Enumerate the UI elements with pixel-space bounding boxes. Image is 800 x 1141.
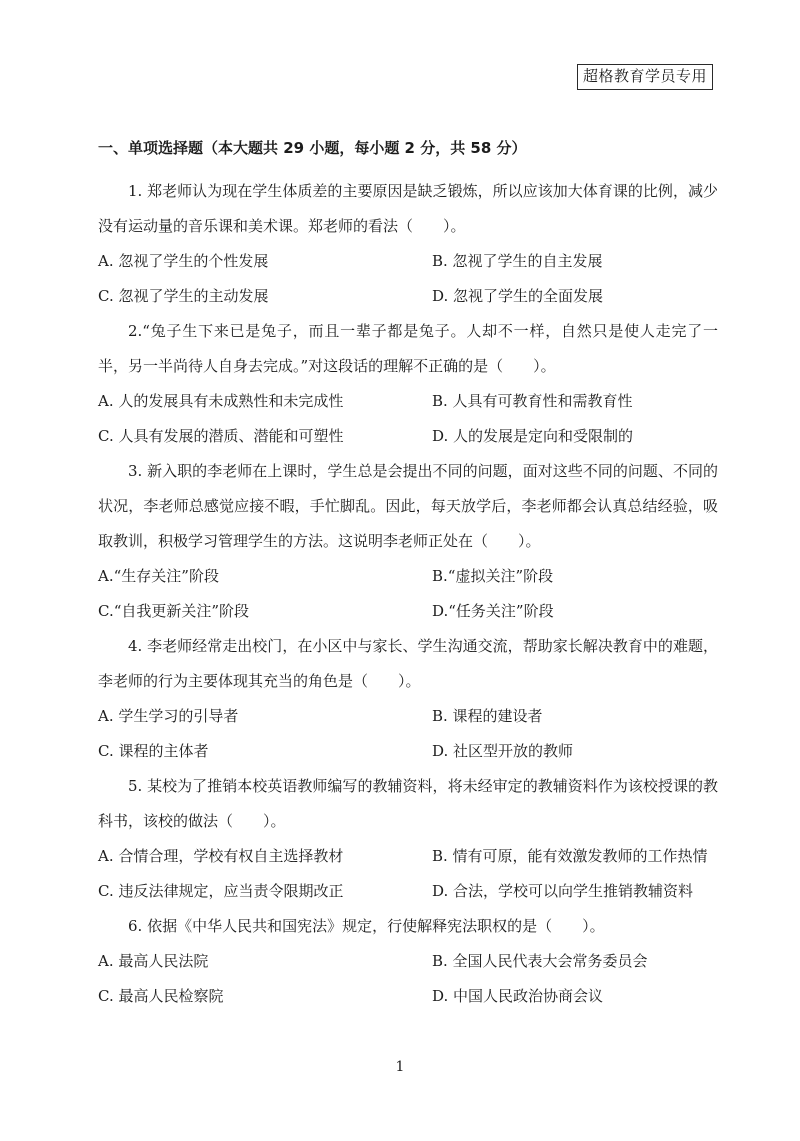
option-b: B. 人具有可教育性和需教育性	[432, 392, 633, 410]
options-grid	[98, 839, 718, 909]
section-title: 一、单项选择题（本大题共 29 小题，每小题 2 分，共 58 分）	[98, 139, 527, 157]
question-stem: 4. 李老师经常走出校门，在小区中与家长、学生沟通交流，帮助家长解决教育中的难题，李老师的行为主要体现其充当的角色是（ ）。	[98, 637, 718, 690]
option-b: B. 全国人民代表大会常务委员会	[432, 952, 648, 970]
question-1	[98, 174, 718, 314]
option-a: A.“生存关注”阶段	[98, 567, 219, 585]
option-c: C. 忽视了学生的主动发展	[98, 287, 269, 305]
option-a: A. 学生学习的引导者	[98, 707, 239, 725]
option-a: A. 人的发展具有未成熟性和未完成性	[98, 392, 344, 410]
question-stem: 3. 新入职的李老师在上课时，学生总是会提出不同的问题，面对这些不同的问题、不同的状况，李老师总感觉应接不暇，手忙脚乱。因此，每天放学后，李老师都会认真总结经验，吸取教训，积极学习管理学生的方法。这说明李老师正处在（ ）。	[98, 462, 718, 550]
options-grid	[98, 384, 718, 454]
option-c: C. 课程的主体者	[98, 742, 209, 760]
option-d: D. 中国人民政治协商会议	[432, 987, 604, 1005]
exam-content	[98, 128, 718, 1014]
options-grid	[98, 944, 718, 1014]
option-b: B. 情有可原，能有效激发教师的工作热情	[432, 847, 708, 865]
option-c: C. 违反法律规定，应当责令限期改正	[98, 882, 344, 900]
option-d: D. 忽视了学生的全面发展	[432, 287, 604, 305]
option-c: C.“自我更新关注”阶段	[98, 602, 250, 620]
option-a: A. 最高人民法院	[98, 952, 209, 970]
option-c: C. 人具有发展的潜质、潜能和可塑性	[98, 427, 344, 445]
option-b: B. 忽视了学生的自主发展	[432, 252, 603, 270]
question-3	[98, 454, 718, 629]
option-d: D. 人的发展是定向和受限制的	[432, 427, 634, 445]
option-b: B. 课程的建设者	[432, 707, 543, 725]
options-grid	[98, 559, 718, 629]
option-d: D. 合法，学校可以向学生推销教辅资料	[432, 882, 694, 900]
option-b: B.“虚拟关注”阶段	[432, 567, 554, 585]
question-2	[98, 314, 718, 454]
question-6	[98, 909, 718, 1014]
option-d: D.“任务关注”阶段	[432, 602, 554, 620]
question-stem: 5. 某校为了推销本校英语教师编写的教辅资料，将未经审定的教辅资料作为该校授课的教科书，该校的做法（ ）。	[98, 777, 718, 830]
page-number: 1	[395, 1059, 405, 1075]
question-stem: 6. 依据《中华人民共和国宪法》规定，行使解释宪法职权的是（ ）。	[128, 917, 605, 935]
question-4	[98, 629, 718, 769]
student-only-stamp: 超格教育学员专用	[577, 64, 713, 90]
question-5	[98, 769, 718, 909]
option-a: A. 合情合理，学校有权自主选择教材	[98, 847, 344, 865]
question-stem: 2.“兔子生下来已是兔子，而且一辈子都是兔子。人却不一样，自然只是使人走完了一半，另一半尚待人自身去完成。”对这段话的理解不正确的是（ ）。	[98, 322, 718, 375]
options-grid	[98, 699, 718, 769]
option-d: D. 社区型开放的教师	[432, 742, 574, 760]
question-stem: 1. 郑老师认为现在学生体质差的主要原因是缺乏锻炼，所以应该加大体育课的比例，减少没有运动量的音乐课和美术课。郑老师的看法（ ）。	[98, 182, 718, 235]
option-a: A. 忽视了学生的个性发展	[98, 252, 269, 270]
options-grid	[98, 244, 718, 314]
option-c: C. 最高人民检察院	[98, 987, 224, 1005]
